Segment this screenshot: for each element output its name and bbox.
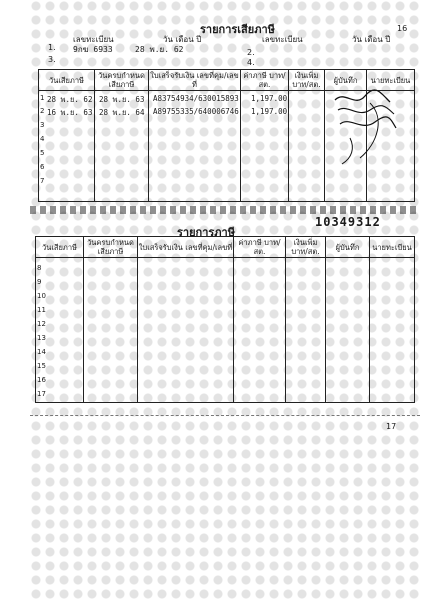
- col-header-registrar: นายทะเบียน: [370, 237, 415, 258]
- col-header-recorder: ผู้บันทึก: [326, 237, 370, 258]
- tax-amount-column: [234, 258, 286, 403]
- perforation-line: [30, 206, 420, 214]
- row-number: 9: [37, 278, 42, 286]
- tax-record-title: รายการเสียภาษี: [200, 23, 275, 36]
- due-date-column: [95, 91, 149, 202]
- row-number: 11: [37, 306, 46, 314]
- registration-number-3: 3.: [48, 55, 56, 64]
- receipt-cell: A89755335/640006746: [153, 107, 239, 116]
- row-number: 13: [37, 334, 46, 342]
- date-label-right: วัน เดือน ปี: [352, 35, 391, 44]
- registration-number-4: 4.: [247, 58, 255, 67]
- tax-table-bottom-header: [36, 237, 415, 258]
- row-number: 3: [40, 121, 45, 129]
- registration-number-1: 1.: [48, 43, 56, 52]
- book-serial-number: 10349312: [315, 215, 381, 229]
- paid-date-column: [39, 91, 95, 202]
- tax-table-bottom-body: [36, 258, 415, 403]
- tax-amount-cell: 1,197.00: [251, 107, 288, 116]
- row-number: 1: [40, 94, 45, 102]
- footer-page-number: 17: [386, 422, 397, 431]
- due-date-column: [84, 258, 138, 403]
- col-header-extra: เงินเพิ่ม บาท/สต.: [286, 237, 326, 258]
- col-header-tax: ค่าภาษี บาท/สต.: [241, 70, 289, 91]
- row-number: 10: [37, 292, 46, 300]
- row-number: 7: [40, 177, 45, 185]
- paid-date-column: [36, 258, 84, 403]
- row-number: 16: [37, 376, 46, 384]
- tax-amount-cell: 1,197.00: [251, 94, 288, 103]
- row-number: 15: [37, 362, 46, 370]
- extra-charge-column: [286, 258, 326, 403]
- col-header-paid-date: วันเสียภาษี: [39, 70, 95, 91]
- col-header-paid-date: วันเสียภาษี: [36, 237, 84, 258]
- receipt-column: [138, 258, 234, 403]
- signature-stamp: [330, 88, 400, 168]
- row-number: 6: [40, 163, 45, 171]
- date-label-left: วัน เดือน ปี: [163, 35, 202, 44]
- extra-charge-column: [289, 91, 325, 202]
- receipt-cell: A83754934/630015893: [153, 94, 239, 103]
- tax-amount-column: [241, 91, 289, 202]
- row-number: 8: [37, 264, 42, 272]
- paid-date-cell: 16 พ.ย. 63: [47, 108, 93, 117]
- row-number: 12: [37, 320, 46, 328]
- col-header-recorder: ผู้บันทึก: [325, 70, 367, 91]
- due-date-cell: 28 พ.ย. 63: [99, 95, 145, 104]
- row-number: 14: [37, 348, 46, 356]
- bottom-edge-strip: [30, 415, 420, 446]
- receipt-column: [149, 91, 241, 202]
- recorder-column: [326, 258, 370, 403]
- col-header-tax: ค่าภาษี บาท/สต.: [234, 237, 286, 258]
- due-date-cell: 28 พ.ย. 64: [99, 108, 145, 117]
- reg-no-label-left: เลขทะเบียน: [73, 35, 114, 44]
- tax-table-bottom: [35, 236, 415, 403]
- registration-date-1: 28 พ.ย. 62: [135, 45, 184, 54]
- col-header-due-date: วันครบกำหนด เสียภาษี: [84, 237, 138, 258]
- col-header-registrar: นายทะเบียน: [367, 70, 415, 91]
- registration-number-2: 2.: [247, 48, 255, 57]
- row-number: 17: [37, 390, 46, 398]
- registration-plate-1: 9กฆ 6933: [73, 45, 113, 54]
- reg-no-label-right: เลขทะเบียน: [262, 35, 303, 44]
- col-header-due-date: วันครบกำหนด เสียภาษี: [95, 70, 149, 91]
- page-number: 16: [397, 24, 408, 33]
- row-number: 5: [40, 149, 45, 157]
- tax-list-title: รายการภาษี: [177, 226, 235, 239]
- col-header-receipt: ใบเสร็จรับเงิน เลขที่คุม/เลขที่: [150, 71, 239, 89]
- col-header-extra: เงินเพิ่ม บาท/สต.: [289, 70, 325, 91]
- paid-date-cell: 28 พ.ย. 62: [47, 95, 93, 104]
- registrar-column: [370, 258, 415, 403]
- row-number: 2: [40, 107, 45, 115]
- row-number: 4: [40, 135, 45, 143]
- col-header-receipt: ใบเสร็จรับเงิน เลขที่คุม/เลขที่: [138, 237, 234, 258]
